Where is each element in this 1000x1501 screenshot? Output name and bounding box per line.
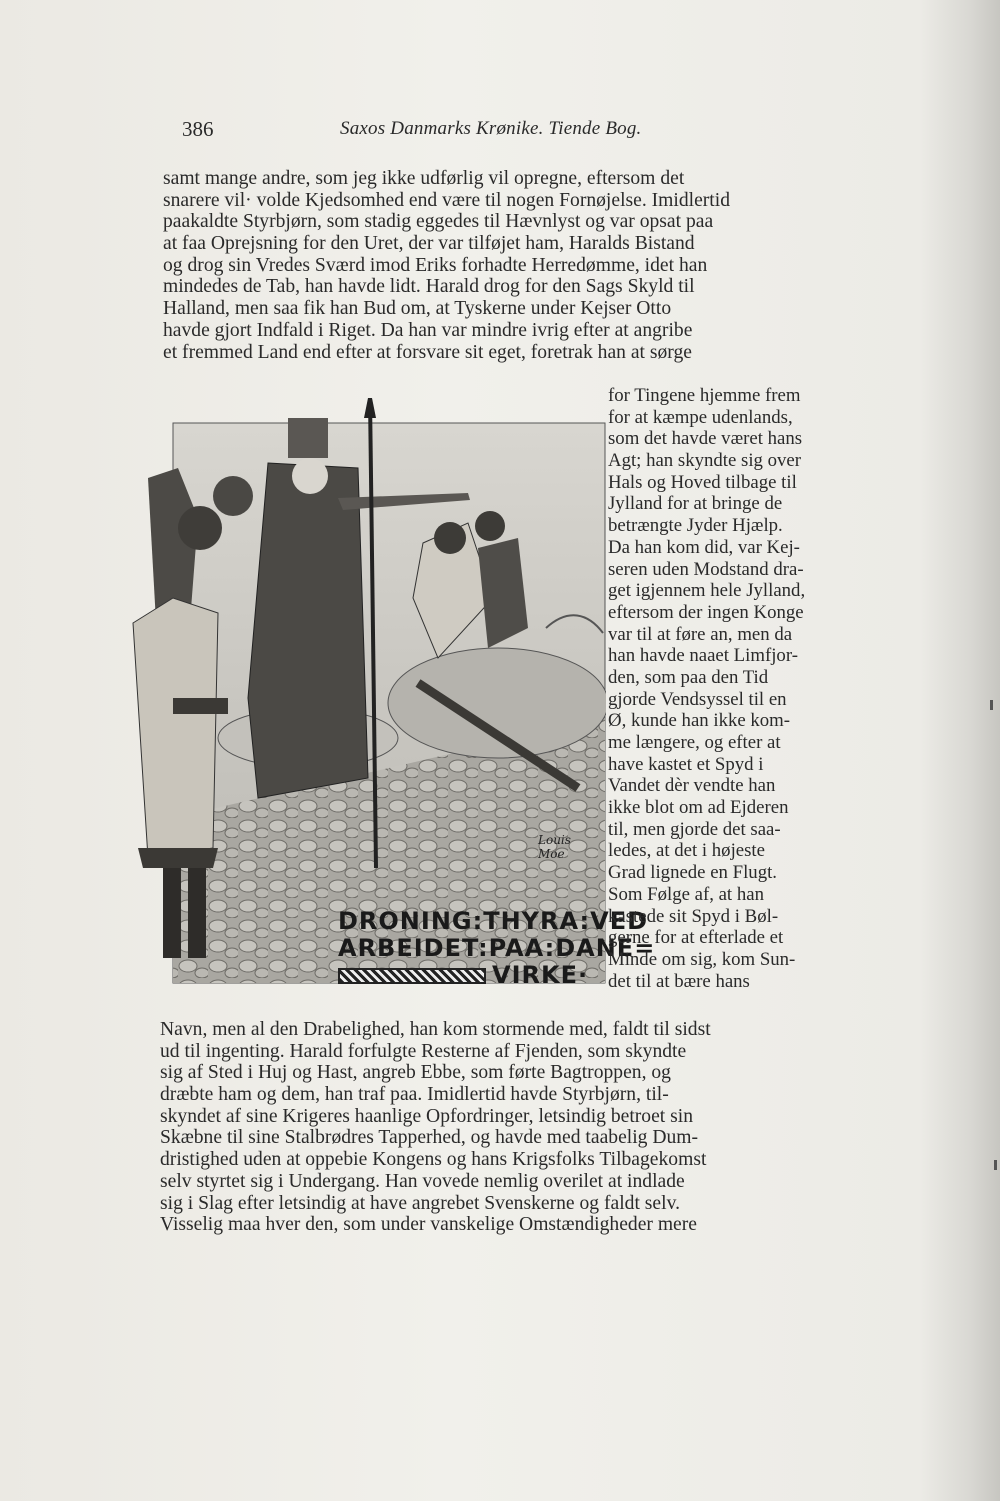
text-line: sig af Sted i Huj og Hast, angreb Ebbe, som førte Bagtroppen, og (160, 1062, 671, 1084)
text-line: Agt; han skyndte sig over (608, 450, 802, 472)
bottom-paragraph (160, 1019, 840, 1236)
text-line: betrængte Jyder Hjælp. (608, 515, 783, 537)
text-line: Jylland for at bringe de (608, 493, 783, 515)
text-line: kastede sit Spyd i Bøl- (608, 905, 779, 927)
margin-mark (994, 1160, 997, 1170)
running-title: Saxos Danmarks Krønike. Tiende Bog. (340, 118, 642, 139)
text-line: gjorde Vendsyssel til en (608, 688, 787, 710)
caption-line: ARBEIDET:PAA:DANE= (338, 934, 656, 962)
text-line: snarere vil· volde Kjedsomhed end være til nogen Fornøjelse. Imidlertid (163, 189, 730, 211)
text-line: ud til ingenting. Harald forfulgte Resterne af Fjenden, som skyndte (160, 1040, 687, 1062)
queen-thyra-illustration (118, 398, 656, 1006)
top-paragraph (163, 168, 838, 363)
text-line: og drog sin Vredes Sværd imod Eriks forhadte Herredømme, idet han (163, 254, 708, 276)
text-line: at faa Oprejsning for den Uret, der var tilføjet ham, Haralds Bistand (163, 233, 695, 255)
artist-signature (538, 833, 598, 861)
text-line: det til at bære hans (608, 970, 750, 992)
caption-line: DRONING:THYRA:VED (338, 907, 649, 935)
text-line: var til at føre an, men da (608, 623, 793, 645)
text-line: seren uden Modstand dra- (608, 558, 804, 580)
text-line: ledes, at det i højeste (608, 840, 765, 862)
text-line: Minde om sig, kom Sun- (608, 948, 796, 970)
margin-mark (990, 700, 993, 710)
text-line: paakaldte Styrbjørn, som stadig eggedes til Hævnlyst og var opsat paa (163, 211, 714, 233)
wrapped-text-column (608, 385, 846, 992)
text-line: samt mange andre, som jeg ikke udførlig vil opregne, eftersom det (163, 168, 685, 189)
text-line: Navn, men al den Drabelighed, han kom stormende med, faldt til sidst (160, 1019, 711, 1040)
caption-line: VIRKE· (492, 961, 589, 989)
signature-line: Louis (538, 833, 571, 847)
text-line: selv styrtet sig i Undergang. Han vovede nemlig overilet at indlade (160, 1170, 685, 1192)
page-header (172, 117, 836, 147)
text-line: dræbte ham og dem, han traf paa. Imidlertid havde Styrbjørn, til- (160, 1084, 669, 1106)
text-line: som det havde været hans (608, 428, 803, 450)
text-line: eftersom der ingen Konge (608, 601, 804, 623)
text-line: gerne for at efterlade et (608, 927, 784, 949)
text-line: Grad lignede en Flugt. (608, 862, 777, 884)
text-line: den, som paa den Tid (608, 666, 769, 688)
caption-line-knotwork (338, 962, 606, 989)
text-line: Halland, men saa fik han Bud om, at Tyskerne under Kejser Otto (163, 298, 672, 320)
text-line: han havde naaet Limfjor- (608, 645, 798, 667)
signature-line: Moe (538, 847, 565, 861)
text-line: et fremmed Land end efter at forsvare sit eget, foretrak han at sørge (163, 341, 692, 363)
text-line: Vandet dèr vendte han (608, 775, 776, 797)
text-line: havde gjort Indfald i Riget. Da han var mindre ivrig efter at angribe (163, 319, 693, 341)
text-line: Hals og Hoved tilbage til (608, 471, 797, 493)
text-line: til, men gjorde det saa- (608, 818, 781, 840)
text-line: Da han kom did, var Kej- (608, 536, 800, 558)
text-line: for at kæmpe udenlands, (608, 406, 793, 428)
text-line: Som Følge af, at han (608, 883, 764, 905)
text-line: dristighed uden at oppebie Kongens og hans Krigsfolks Tilbagekomst (160, 1149, 707, 1171)
illustration-caption (338, 907, 656, 989)
text-line: skyndet af sine Krigeres haanlige Opfordringer, letsindig betroet sin (160, 1105, 693, 1127)
text-line: Ø, kunde han ikke kom- (608, 710, 791, 732)
knotwork-ornament (338, 968, 486, 984)
text-line: Skæbne til sine Stalbrødres Tapperhed, og havde med taabelig Dum- (160, 1127, 699, 1149)
text-line: get igjennem hele Jylland, (608, 580, 806, 602)
text-line: sig i Slag efter letsindig at have angrebet Svenskerne og faldt selv. (160, 1192, 680, 1214)
text-line: have kastet et Spyd i (608, 753, 764, 775)
text-line: Visselig maa hver den, som under vanskelige Omstændigheder mere (160, 1214, 697, 1236)
text-line: mindedes de Tab, han havde lidt. Harald drog for den Sags Skyld til (163, 276, 695, 298)
text-line: ikke blot om ad Ejderen (608, 797, 789, 819)
page-number: 386 (182, 117, 214, 141)
text-line: me længere, og efter at (608, 732, 781, 753)
text-line: for Tingene hjemme frem (608, 385, 801, 406)
